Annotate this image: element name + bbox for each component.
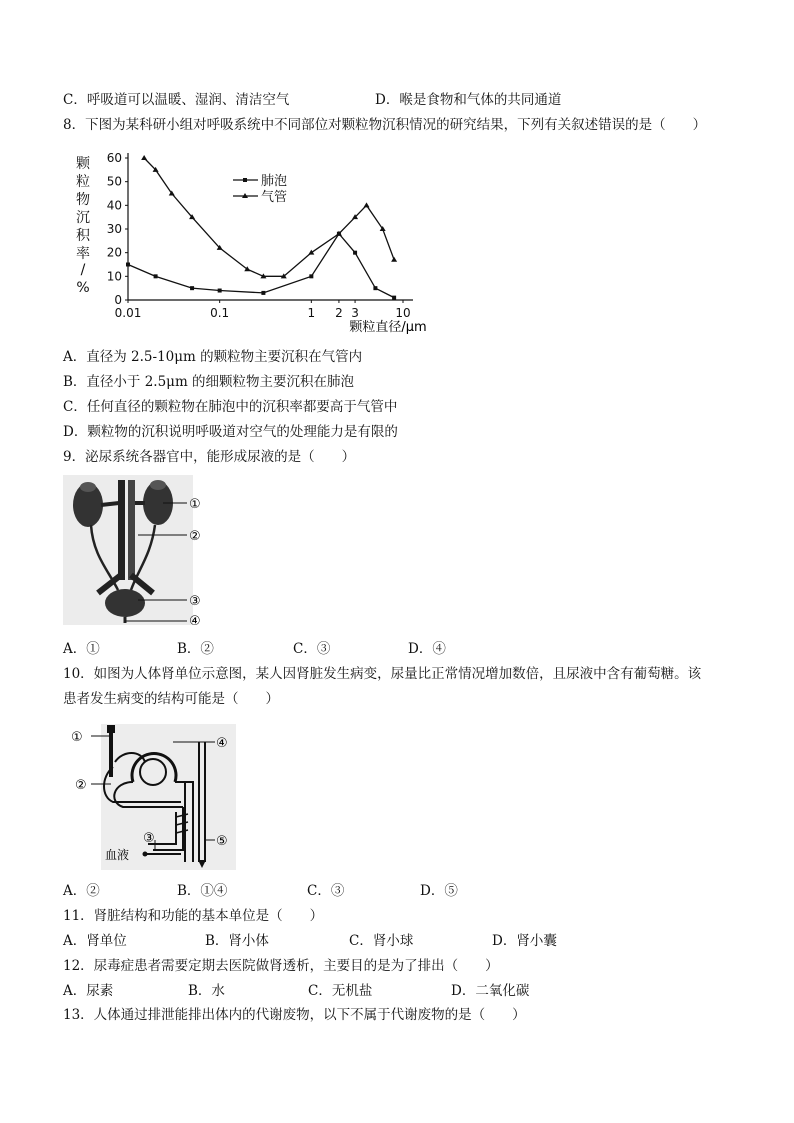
x-tick-label-0: 0.01 <box>114 306 142 320</box>
label-2: ② <box>189 529 201 544</box>
q11-option-b: B．肾小体 <box>205 933 269 949</box>
x-tick-label-3: 2 <box>335 306 343 320</box>
label-3: ③ <box>143 831 155 846</box>
right-adrenal <box>150 480 166 490</box>
y-axis-title-char-3: 沉 <box>76 210 90 226</box>
q11-option-c: C．肾小球 <box>349 933 414 949</box>
series-0-point-7 <box>353 251 357 255</box>
label-4: ④ <box>189 614 201 625</box>
q8-option-a: A．直径为 2.5-10μm 的颗粒物主要沉积在气管内 <box>63 349 363 365</box>
q9-stem: 9．泌尿系统各器官中，能形成尿液的是（ ） <box>63 449 356 465</box>
x-tick-label-5: 10 <box>395 306 411 320</box>
y-tick-label-6: 60 <box>106 151 122 165</box>
legend-label-1: 气管 <box>261 190 288 205</box>
x-tick-label-2: 1 <box>307 306 316 320</box>
q8-chart <box>63 140 453 340</box>
legend-marker-0 <box>243 178 247 182</box>
y-tick-label-0: 0 <box>114 293 122 307</box>
q12-option-d: D．二氧化碳 <box>451 983 530 999</box>
bladder <box>105 589 145 617</box>
x-tick-label-1: 0.1 <box>210 306 230 320</box>
series-1-point-13 <box>391 257 397 262</box>
y-tick-label-4: 40 <box>106 198 122 213</box>
series-0-point-0 <box>126 263 130 267</box>
q11-option-a: A．肾单位 <box>63 933 127 949</box>
y-axis-title-char-2: 物 <box>76 192 90 208</box>
label-5: ⑤ <box>216 834 228 849</box>
series-0-point-3 <box>218 289 222 293</box>
q10-option-d: D．⑤ <box>420 883 458 899</box>
q7-option-d: D．喉是食物和气体的共同通道 <box>375 92 562 108</box>
q12-option-a: A．尿素 <box>63 983 114 999</box>
q12-option-c: C．无机盐 <box>308 983 373 999</box>
q12-option-b: B．水 <box>188 983 225 999</box>
y-axis-title-char-0: 颗 <box>76 156 90 172</box>
series-1-point-0 <box>141 155 147 160</box>
label-2: ② <box>75 778 87 793</box>
q10-stem-line2: 患者发生病变的结构可能是（ ） <box>63 691 279 707</box>
q10-option-c: C．③ <box>307 883 345 899</box>
y-axis-title-char-6: / <box>80 262 86 278</box>
y-axis-title-char-4: 积 <box>76 228 90 244</box>
series-0-point-8 <box>373 286 377 290</box>
series-0-point-9 <box>392 296 396 300</box>
series-0-point-1 <box>154 274 158 278</box>
q9-option-a: A．① <box>63 641 100 657</box>
blood-label: 血液 <box>105 848 130 862</box>
q10-stem-line1: 10．如图为人体肾单位示意图，某人因肾脏发生病变，尿量比正常情况增加数倍，且尿液中含有葡萄糖。该 <box>63 666 702 682</box>
q8-option-b: B．直径小于 2.5μm 的细颗粒物主要沉积在肺泡 <box>63 374 355 390</box>
series-1-point-8 <box>308 250 314 255</box>
q11-option-d: D．肾小囊 <box>492 933 557 949</box>
y-tick-label-1: 10 <box>106 269 122 284</box>
label-1: ① <box>189 497 201 512</box>
label-1: ① <box>71 730 83 745</box>
left-adrenal <box>80 482 96 492</box>
series-0-point-4 <box>261 291 265 295</box>
y-tick-label-3: 30 <box>106 222 122 236</box>
x-axis-title: 颗粒直径/μm <box>349 320 427 335</box>
q11-stem: 11．肾脏结构和功能的基本单位是（ ） <box>63 908 324 924</box>
q8-stem: 8．下图为某科研小组对呼吸系统中不同部位对颗粒物沉积情况的研究结果，下列有关叙述错误的是（ ） <box>63 117 707 133</box>
q8-option-d: D．颗粒物的沉积说明呼吸道对空气的处理能力是有限的 <box>63 424 398 440</box>
q10-option-b: B．①④ <box>177 883 228 899</box>
q9-option-c: C．③ <box>293 641 331 657</box>
vena-cava <box>128 480 135 580</box>
series-line-0 <box>128 234 394 298</box>
urinary-system-figure <box>63 475 223 625</box>
blood-dot <box>143 852 148 857</box>
series-0-point-2 <box>190 286 194 290</box>
q12-stem: 12．尿毒症患者需要定期去医院做肾透析，主要目的是为了排出（ ） <box>63 958 499 974</box>
q7-option-c: C．呼吸道可以温暖、湿润、清洁空气 <box>63 92 290 108</box>
y-tick-label-5: 50 <box>106 174 122 189</box>
q9-option-d: D．④ <box>408 641 446 657</box>
aorta <box>118 480 125 580</box>
y-tick-label-2: 20 <box>106 245 122 260</box>
legend-label-0: 肺泡 <box>261 174 288 189</box>
q13-stem: 13．人体通过排泄能排出体内的代谢废物，以下不属于代谢废物的是（ ） <box>63 1007 526 1023</box>
y-axis-title-char-5: 率 <box>76 246 90 262</box>
q10-option-a: A．② <box>63 883 100 899</box>
y-axis-title <box>76 156 91 296</box>
series-1-point-11 <box>364 202 370 207</box>
q9-option-b: B．② <box>177 641 214 657</box>
label-3: ③ <box>189 594 201 609</box>
nephron-figure <box>63 722 248 872</box>
q8-option-c: C．任何直径的颗粒物在肺泡中的沉积率都要高于气管中 <box>63 399 398 415</box>
y-axis-title-char-7: % <box>76 280 90 296</box>
series-0-point-5 <box>309 274 313 278</box>
y-axis-title-char-1: 粒 <box>76 174 90 190</box>
arteriole-cap <box>107 725 115 733</box>
label-4: ④ <box>216 736 228 751</box>
x-tick-label-4: 3 <box>351 306 359 320</box>
